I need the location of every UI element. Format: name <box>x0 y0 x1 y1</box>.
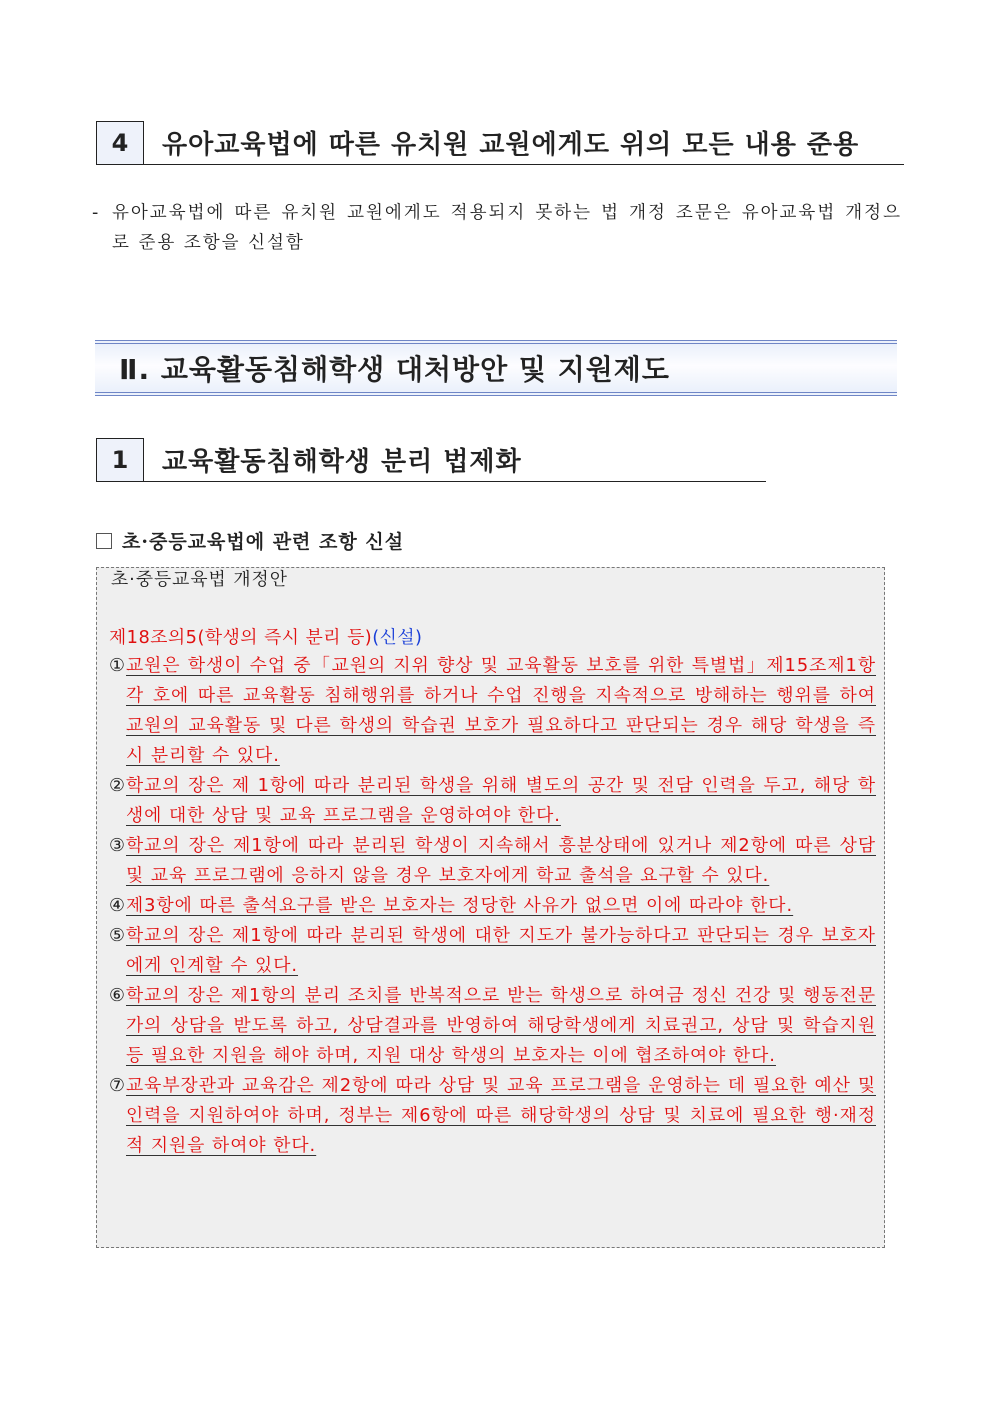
paragraph-text: 학교의 장은 제 1항에 따라 분리된 학생을 위해 별도의 공간 및 전담 인력을 두고, 해당 학생에 대한 상담 및 교육 프로그램을 운영하여야 한다. <box>126 775 876 826</box>
paragraph-number: ② <box>109 775 126 796</box>
article-note: (신설) <box>372 627 423 648</box>
section-title: 교육활동침해학생 분리 법제화 <box>144 438 766 482</box>
paragraph-number: ⑥ <box>109 985 126 1006</box>
note-paragraph <box>92 198 902 258</box>
paragraph-number: ⑦ <box>109 1075 126 1096</box>
amendment-paragraph <box>109 651 876 771</box>
paragraph-text: 학교의 장은 제1항에 따라 분리된 학생에 대한 지도가 불가능하다고 판단되는 경우 보호자에게 인계할 수 있다. <box>126 925 876 976</box>
paragraph-number: ④ <box>109 895 126 916</box>
paragraph-text: 학교의 장은 제1항의 분리 조치를 반복적으로 받는 학생으로 하여금 정신 건강 및 행동전문가의 상담을 받도록 하고, 상담결과를 반영하여 해당학생에게 치료권고, 상담 및 학습지원 등 필요한 지원을 해야 하며, 지원 대상 학생의 보호자는 이에 협조하여야 한다. <box>126 985 876 1066</box>
paragraph-text: 제3항에 따른 출석요구를 받은 보호자는 정당한 사유가 없으면 이에 따라야 한다. <box>126 895 794 916</box>
note-text: 유아교육법에 따른 유치원 교원에게도 적용되지 못하는 법 개정 조문은 유아교육법 개정으로 준용 조항을 신설함 <box>112 203 902 253</box>
checkbox-square-icon <box>96 533 112 549</box>
amendment-paragraph <box>109 831 876 891</box>
paragraph-text: 교육부장관과 교육감은 제2항에 따라 상담 및 교육 프로그램을 운영하는 데 필요한 예산 및 인력을 지원하여야 하며, 정부는 제6항에 따른 해당학생의 상담 및 치료에 필요한 행·재정적 지원을 하여야 한다. <box>126 1075 876 1156</box>
paragraph-text: 학교의 장은 제1항에 따라 분리된 학생이 지속해서 흥분상태에 있거나 제2항에 따른 상담 및 교육 프로그램에 응하지 않을 경우 보호자에게 학교 출석을 요구할 수 있다. <box>126 835 876 886</box>
section-title: 유아교육법에 따른 유치원 교원에게도 위의 모든 내용 준용 <box>144 121 904 165</box>
amendment-caption: 초·중등교육법 개정안 <box>111 569 288 590</box>
amendment-paragraph <box>109 1071 876 1161</box>
amendment-paragraph <box>109 891 876 921</box>
paragraph-list <box>109 651 876 1161</box>
chapter-title: Ⅱ. 교육활동침해학생 대처방안 및 지원제도 <box>119 353 670 386</box>
section-number: 1 <box>96 438 144 482</box>
amendment-paragraph <box>109 771 876 831</box>
paragraph-number: ① <box>109 655 126 676</box>
dash-bullet: - <box>92 203 101 223</box>
amendment-paragraph <box>109 981 876 1071</box>
paragraph-text: 교원은 학생이 수업 중「교원의 지위 향상 및 교육활동 보호를 위한 특별법」제15조제1항 각 호에 따른 교육활동 침해행위를 하거나 수업 진행을 지속적으로 방해하는 행위를 하여 교원의 교육활동 및 다른 학생의 학습권 보호가 필요하다고 판단되는 경우 해당 학생을 즉시 분리할 수 있다. <box>126 655 876 766</box>
section-4-header <box>96 121 904 165</box>
article-heading <box>109 625 876 651</box>
subheading-text: 초·중등교육법에 관련 조항 신설 <box>122 531 405 553</box>
paragraph-number: ③ <box>109 835 126 856</box>
section-number: 4 <box>96 121 144 165</box>
article-title: 제18조의5(학생의 즉시 분리 등) <box>109 627 373 648</box>
chapter-banner <box>95 340 897 396</box>
section-1-header <box>96 438 766 482</box>
amendment-box <box>96 567 885 1248</box>
subheading <box>96 527 404 554</box>
paragraph-number: ⑤ <box>109 925 126 946</box>
amendment-paragraph <box>109 921 876 981</box>
